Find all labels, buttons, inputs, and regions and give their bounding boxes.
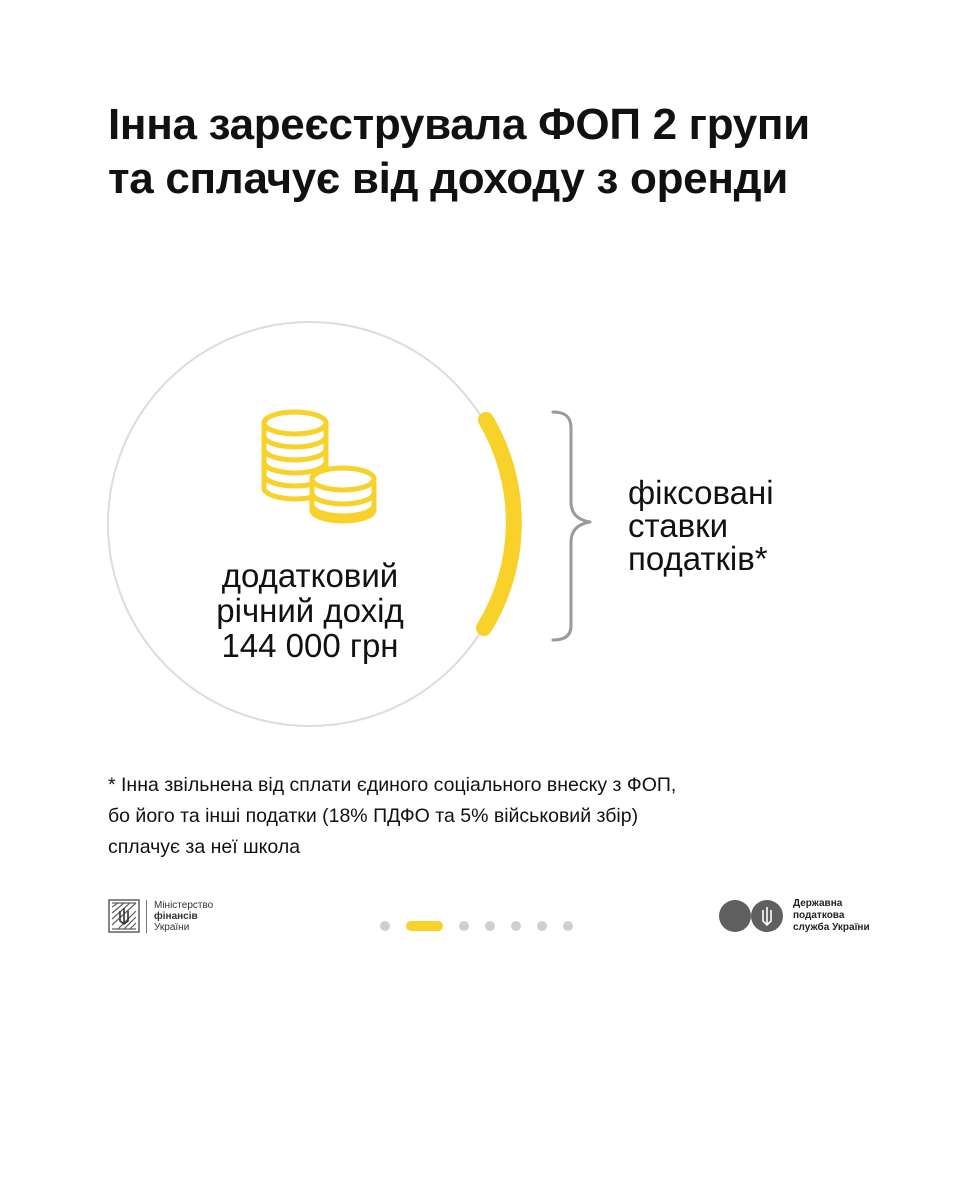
income-arc — [484, 420, 514, 628]
minfin-emblem-icon — [108, 899, 140, 933]
pagination-dot-active[interactable] — [406, 921, 443, 931]
pagination-dot[interactable] — [563, 921, 573, 931]
title-line-1: Інна зареєструвала ФОП 2 групи — [108, 100, 810, 149]
coins-icon — [264, 412, 374, 521]
pagination-dot[interactable] — [380, 921, 390, 931]
title-line-2: та сплачує від доходу з оренди — [108, 154, 789, 203]
pagination-dot[interactable] — [459, 921, 469, 931]
income-amount: 144 000 грн — [221, 627, 399, 664]
rates-line-1: фіксовані — [628, 474, 774, 511]
rates-line-3: податків* — [628, 540, 768, 577]
footnote — [108, 770, 868, 863]
dps-line-1: Державна — [793, 898, 843, 909]
income-line-1: додатковий — [221, 557, 399, 594]
income-line-2: річний дохід — [216, 592, 404, 629]
dps-label — [793, 898, 870, 934]
pagination-dot[interactable] — [511, 921, 521, 931]
footnote-line-1: * Інна звільнена від сплати єдиного соціального внеску з ФОП, — [108, 774, 677, 796]
minfin-label — [146, 900, 213, 933]
footnote-line-3: сплачує за неї школа — [108, 836, 301, 858]
income-circle — [108, 322, 512, 726]
dps-line-2: податкова — [793, 910, 845, 921]
pagination-dot[interactable] — [537, 921, 547, 931]
pagination-dot[interactable] — [485, 921, 495, 931]
curly-brace — [553, 412, 590, 640]
dps-logo — [718, 898, 870, 934]
minfin-line-1: Міністерство — [154, 899, 214, 911]
fixed-rates-text — [628, 476, 774, 575]
footnote-line-2: бо його та інші податки (18% ПДФО та 5% військовий збір) — [108, 805, 639, 827]
dps-emblem-icon — [718, 898, 784, 934]
pagination-dots — [380, 920, 589, 932]
income-text — [150, 558, 470, 663]
rates-line-2: ставки — [628, 507, 728, 544]
minfin-line-2: фінансів — [154, 910, 198, 922]
minfin-logo — [108, 898, 213, 934]
dps-line-3: служба України — [793, 922, 870, 933]
minfin-line-3: України — [154, 921, 190, 933]
